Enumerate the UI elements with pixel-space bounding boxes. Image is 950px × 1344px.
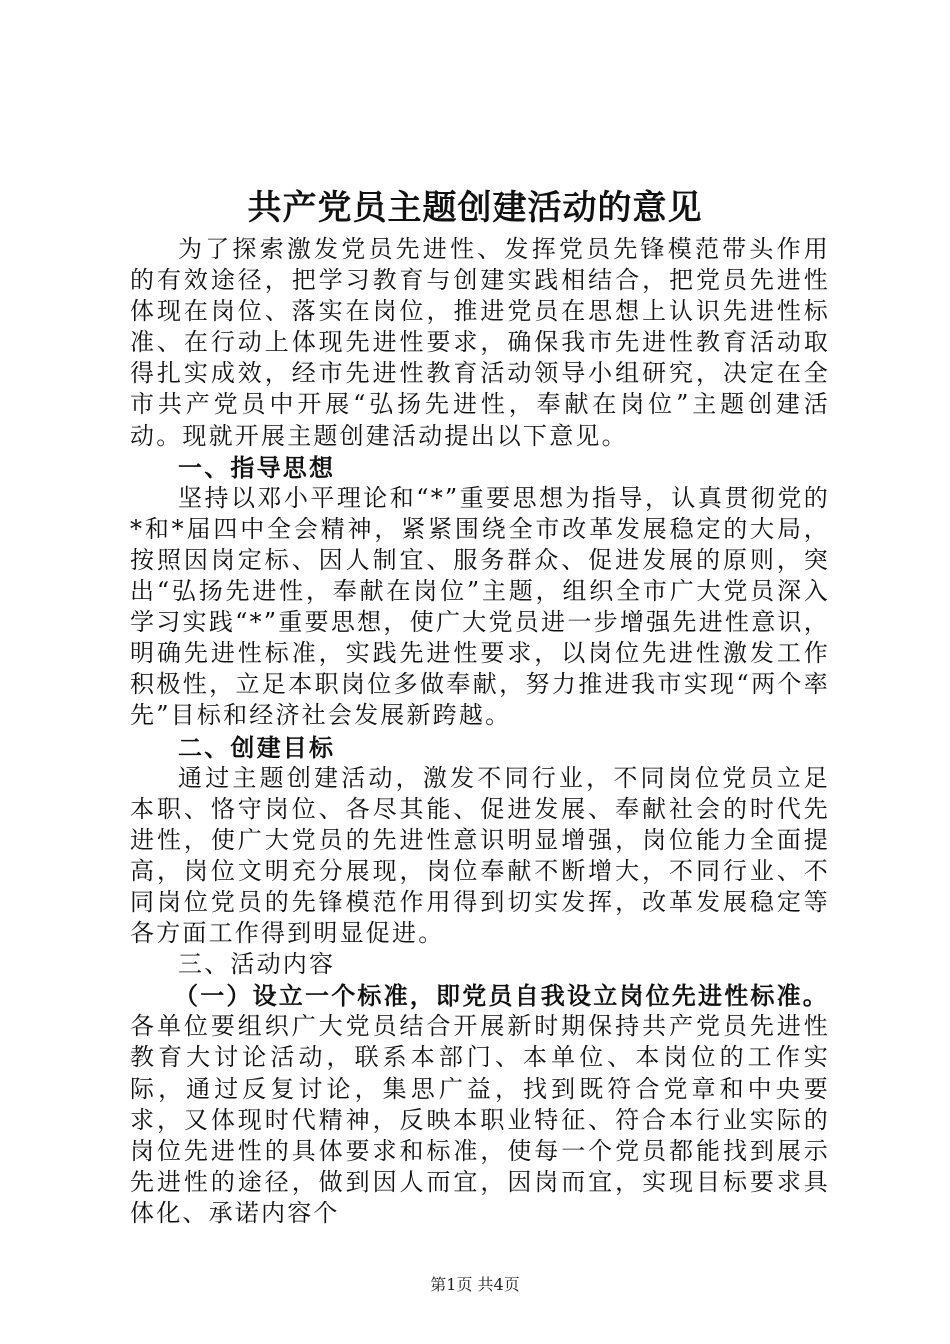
document-body <box>130 234 830 1229</box>
section-heading-guiding-ideology: 一、指导思想 <box>178 452 336 482</box>
section-heading-activities: 三、活动内容 <box>178 950 336 979</box>
section-heading-goals: 二、创建目标 <box>178 732 336 762</box>
subsection-heading-standard: （一）设立一个标准，即党员自我设立岗位先进性标准。 <box>174 981 829 1011</box>
section-paragraph-guiding-ideology: 坚持以邓小平理论和“*”重要思想为指导，认真贯彻党的*和*届四中全会精神，紧紧围绕全市改革发展稳定的大局，按照因岗定标、因人制宜、服务群众、促进发展的原则，突出“弘扬先进性，奉献在岗位”主题，组织全市广大党员深入学习实践“*”重要思想，使广大党员进一步增强先进性意识，明确先进性标准，实践先进性要求，以岗位先进性激发工作积极性，立足本职岗位多做奉献，努力推进我市实现“两个率先”目标和经济社会发展新跨越。 <box>130 483 830 730</box>
document-title: 共产党员主题创建活动的意见 <box>247 188 703 228</box>
page-footer: 第1页 共4页 <box>430 1275 520 1294</box>
section-paragraph-activities: 各单位要组织广大党员结合开展新时期保持共产党员先进性教育大讨论活动，联系本部门、本单位、本岗位的工作实际，通过反复讨论，集思广益，找到既符合党章和中央要求，又体现时代精神，反映本职业特征、符合本行业实际的岗位先进性的具体要求和标准，使每一个党员都能找到展示先进性的途径，做到因人而宜，因岗而宜，实现目标要求具体化、承诺内容个 <box>130 1012 830 1227</box>
intro-paragraph: 为了探索激发党员先进性、发挥党员先锋模范带头作用的有效途径，把学习教育与创建实践相结合，把党员先进性体现在岗位、落实在岗位，推进党员在思想上认识先进性标准、在行动上体现先进性要求，确保我市先进性教育活动取得扎实成效，经市先进性教育活动领导小组研究，决定在全市共产党员中开展“弘扬先进性，奉献在岗位”主题创建活动。现就开展主题创建活动提出以下意见。 <box>130 235 830 450</box>
section-paragraph-goals: 通过主题创建活动，激发不同行业，不同岗位党员立足本职、恪守岗位、各尽其能、促进发展、奉献社会的时代先进性，使广大党员的先进性意识明显增强，岗位能力全面提高，岗位文明充分展现，岗位奉献不断增大，不同行业、不同岗位党员的先锋模范作用得到切实发挥，改革发展稳定等各方面工作得到明显促进。 <box>130 763 830 948</box>
